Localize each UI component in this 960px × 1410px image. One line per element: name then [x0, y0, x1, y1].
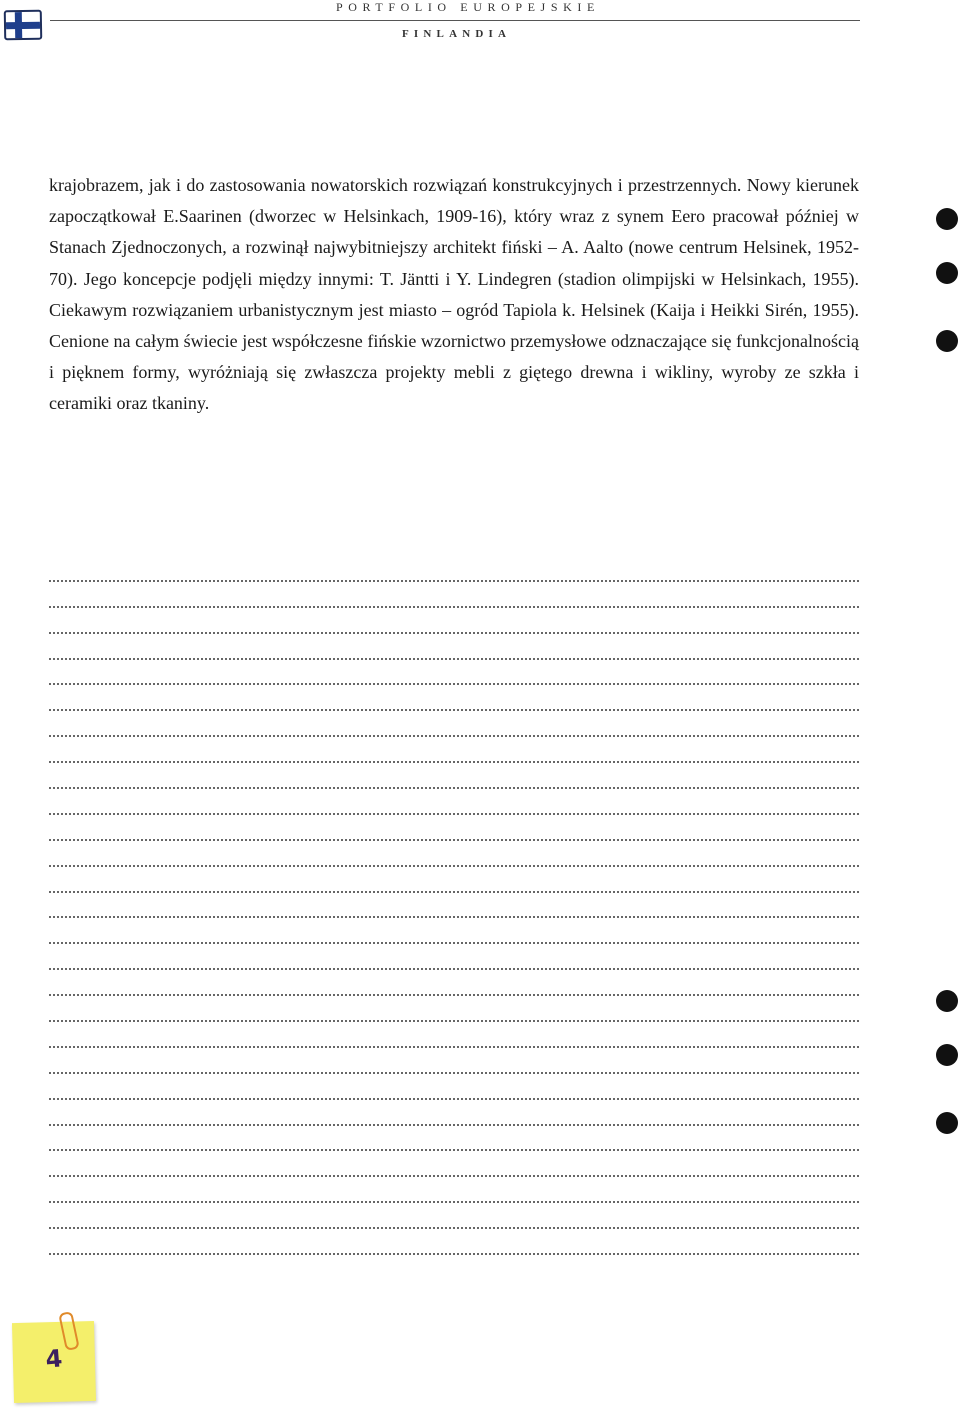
binder-hole — [936, 262, 958, 284]
dotted-writing-line — [49, 996, 859, 1022]
writing-lines — [49, 556, 859, 1255]
binder-hole — [936, 990, 958, 1012]
binder-hole — [936, 1112, 958, 1134]
dotted-writing-line — [49, 1203, 859, 1229]
dotted-writing-line — [49, 556, 859, 582]
binder-hole — [936, 1044, 958, 1066]
binder-hole — [936, 330, 958, 352]
series-title: PORTFOLIO EUROPEJSKIE — [336, 0, 600, 14]
dotted-writing-line — [49, 815, 859, 841]
dotted-writing-line — [49, 660, 859, 686]
dotted-writing-line — [49, 970, 859, 996]
dotted-writing-line — [49, 711, 859, 737]
dotted-writing-line — [49, 608, 859, 634]
dotted-writing-line — [49, 789, 859, 815]
finland-flag-icon — [4, 10, 43, 41]
dotted-writing-line — [49, 685, 859, 711]
dotted-writing-line — [49, 1048, 859, 1074]
dotted-writing-line — [49, 1177, 859, 1203]
dotted-writing-line — [49, 918, 859, 944]
dotted-writing-line — [49, 1126, 859, 1152]
page-number: 4 — [44, 1344, 64, 1374]
page-number-sticky-note — [12, 1321, 96, 1403]
dotted-writing-line — [49, 841, 859, 867]
binder-hole — [936, 208, 958, 230]
dotted-writing-line — [49, 1100, 859, 1126]
body-paragraph: krajobrazem, jak i do zastosowania nowatorskich rozwiązań konstrukcyjnych i przestrzennych. Nowy kierunek zapoczątkował E.Saarinen (dworzec w Helsinkach, 1909-16), który wraz z synem Eero pracował później w Stanach Zjednoczonych, a rozwinął najwybitniejszy architekt fiński – A. Aalto (nowe centrum Helsinek, 1952-70). Jego koncepcje podjęli między innymi: T. Jäntti i Y. Lindegren (stadion olimpijski w Helsinkach, 1955). Ciekawym rozwiązaniem urbanistycznym jest miasto – ogród Tapiola k. Helsinek (Kaija i Heikki Sirén, 1955). Cenione na całym świecie jest współczesne fińskie wzornictwo przemysłowe odznaczające się funkcjonalnością i pięknem formy, wyróżniają się zwłaszcza projekty mebli z giętego drewna i wikliny, wyroby ze szkła i ceramiki oraz tkaniny. — [49, 175, 859, 414]
dotted-writing-line — [49, 893, 859, 919]
dotted-writing-line — [49, 1229, 859, 1255]
dotted-writing-line — [49, 634, 859, 660]
country-title: FINLANDIA — [402, 28, 512, 40]
dotted-writing-line — [49, 1151, 859, 1177]
dotted-writing-line — [49, 1022, 859, 1048]
dotted-writing-line — [49, 944, 859, 970]
dotted-writing-line — [49, 763, 859, 789]
dotted-writing-line — [49, 867, 859, 893]
dotted-writing-line — [49, 1074, 859, 1100]
dotted-writing-line — [49, 582, 859, 608]
header-divider — [50, 20, 860, 21]
dotted-writing-line — [49, 737, 859, 763]
